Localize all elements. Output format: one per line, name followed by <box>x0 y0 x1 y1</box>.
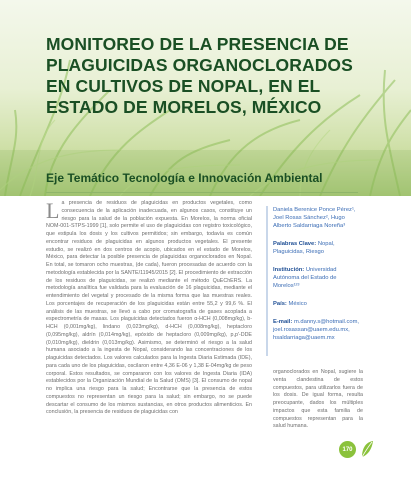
page-number-badge: 170 <box>339 441 356 458</box>
institution-label: Institución: <box>273 267 305 273</box>
keywords-block <box>273 240 363 256</box>
email-label: E-mail: <box>273 319 293 325</box>
header-banner <box>0 0 411 196</box>
keywords-label: Palabras Clave: <box>273 241 317 247</box>
keywords-value: Nopal, Plaguicidas, Riesgo <box>273 241 335 255</box>
sidebar-accent-line <box>266 206 268 356</box>
leaf-icon <box>360 440 374 458</box>
institution-value: Universidad Autónoma del Estado de Morelos¹²³ <box>273 267 337 289</box>
abstract-text <box>46 200 252 417</box>
abstract-body: a presencia de residuos de plaguicidas en productos vegetales, como consecuencia de la aplicación inadecuada, en algunos casos, constituye un riesgo para la salud de la población expuesta. En Morelos, la norma oficial NOM-001-STPS-1999 [1], solo permite el uso de plaguicidas con registro toxicológico, que estipula los dosis y los cultivos permitidos; sin embargo, todavía es común encontrar residuos de plaguicidas en algunos productos vegetales. El presente estudio, se realizó en dos centros de acopio, ubicados en el estado de Morelos, México, para detectar la posible presencia de plaguicidas organoclorados en Nopal. En total, se tomaron ocho muestras, (de cada), fueron procesadas de acuerdo con la metodología establecida por la SANTE/11945/2015 [2]. El procedimiento de extracción de los residuos de plaguicidas, se realizó mediante el método QuEChERS. La metodología analítica fue validada para la evaluación de 16 plaguicidas, mediante el entendimiento del vegetal y procesado de la misma forma que las muestras reales. Los porcentajes de recuperación de los plaguicidas están entre 55,2 y 99,6 %. El análisis de las muestras, se llevó a cabo por cromatografía de gases acoplada a espectrometría de masas. Los plaguicidas detectados fueron α-HCH (0,008mg/kg), b-HCH (0,001mg/kg), lindano (0,023mg/kg), d-HCH (0,008mg/kg), heptacloro (0,095mg/kg), aldrín (0,014mg/kg), epóxido de heptacloro (0,009mg/kg), p,p'-DDE (0,010mg/kg), dieldrin (0,013mg/kg). Asimismo, se determinó el riesgo a la salud humana asociado a la ingesta de Nopal, considerando las concentraciones de los plaguicidas detectados. Los valores calculados para la Ingesta Diaria Estimada (IDE), para cada uno de los plaguicidas, oscilaron entre 4,36 E-06 y 1,38 E-04mg/kg de peso corporal. Estos resultados, se compararon con los valores de Ingesta Diaria (IDA) establecidos por la Organización Mundial de la Salud (OMS) [3]. El consumo de nopal no implica una riesgo para la salud; Encontrarse que la presencia de estos compuestos no representan un riesgo para la salud; sin embargo, no se puede descartar el consumo de los mismos sustancias, en otros productos alimenticios. En conclusión, la presencia de residuos de plaguicidas con <box>46 200 252 416</box>
email-block <box>273 318 363 342</box>
thematic-axis-subtitle: Eje Temático Tecnología e Innovación Ambiental <box>46 171 323 185</box>
institution-block <box>273 266 363 290</box>
abstract-continuation: organoclorados en Nopal, sugiere la venta clandestina de estos compuestos, para utilizarlos fuera de los dosis. De igual forma, resulta preocupante, dados los múltiples impactos que esta familia de compuestos representan para la salud humana. <box>273 369 363 430</box>
country-value: México <box>288 301 307 307</box>
author-info-sidebar <box>273 206 363 352</box>
email-value[interactable]: m.danny.s@hotmail.com, joel.rosassan@uaem.edu.mx, hsaldarriaga@uaem.mx <box>273 319 360 341</box>
country-block <box>273 300 363 308</box>
country-label: País: <box>273 301 287 307</box>
header-divider <box>46 192 358 193</box>
authors: Daniela Berenice Ponce Pérez¹, Joel Rosas Sánchez², Hugo Alberto Saldarriaga Noreña³ <box>273 207 356 229</box>
paper-title: MONITOREO DE LA PRESENCIA DE PLAGUICIDAS ORGANOCLORADOS EN CULTIVOS DE NOPAL, EN EL ESTADO DE MORELOS, MÉXICO <box>46 34 353 117</box>
drop-cap: L <box>46 198 60 223</box>
